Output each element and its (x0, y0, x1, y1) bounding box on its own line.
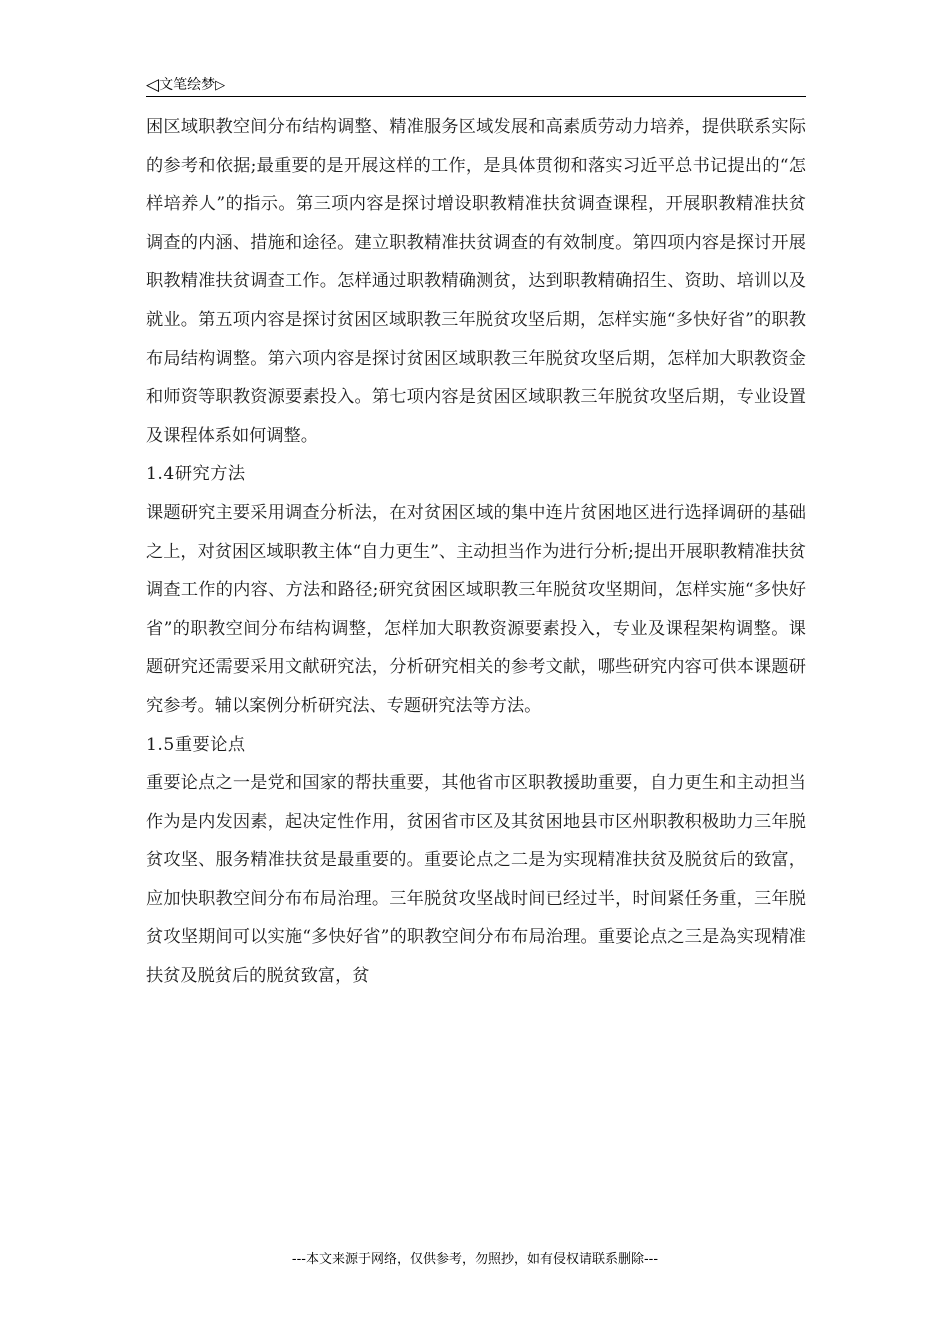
paragraph-research-content: 困区域职教空间分布结构调整、精准服务区域发展和高素质劳动力培养，提供联系实际的参考和依据;最重要的是开展这样的工作，是具体贯彻和落实习近平总书记提出的“怎样培养人”的指示。第三项内容是探讨增设职教精准扶贫调查课程，开展职教精准扶贫调查的内涵、措施和途径。建立职教精准扶贫调查的有效制度。第四项内容是探讨开展职教精准扶贫调查工作。怎样通过职教精确测贫，达到职教精确招生、资助、培训以及就业。第五项内容是探讨贫困区域职教三年脱贫攻坚后期，怎样实施“多快好省”的职教布局结构调整。第六项内容是探讨贫困区域职教三年脱贫攻坚后期，怎样加大职教资金和师资等职教资源要素投入。第七项内容是贫困区域职教三年脱贫攻坚后期，专业设置及课程体系如何调整。 (146, 117, 806, 446)
brand-name: 文笔绘梦 (159, 77, 216, 93)
document-body (146, 108, 806, 996)
right-triangle-icon: ▷ (215, 78, 226, 93)
left-triangle-icon: ◁ (146, 75, 160, 95)
section-heading-research-methods: 1.4研究方法 (146, 464, 246, 485)
page-header (146, 74, 806, 97)
paragraph-research-methods: 课题研究主要采用调查分析法，在对贫困区域的集中连片贫困地区进行选择调研的基础之上，对贫困区域职教主体“自力更生”、主动担当作为进行分析;提出开展职教精准扶贫调查工作的内容、方法和路径;研究贫困区域职教三年脱贫攻坚期间，怎样实施“多快好省”的职教空间分布结构调整，怎样加大职教资源要素投入，专业及课程架构调整。课题研究还需要采用文献研究法，分析研究相关的参考文献，哪些研究内容可供本课题研究参考。辅以案例分析研究法、专题研究法等方法。 (146, 502, 806, 716)
footer-notice: ---本文来源于网络，仅供参考，勿照抄，如有侵权请联系删除--- (291, 1252, 659, 1267)
section-heading-key-arguments: 1.5重要论点 (146, 734, 246, 755)
paragraph-key-arguments: 重要论点之一是党和国家的帮扶重要，其他省市区职教援助重要，自力更生和主动担当作为是内发因素，起决定性作用，贫困省市区及其贫困地县市区州职教积极助力三年脱贫攻坚、服务精准扶贫是最重要的。重要论点之二是为实现精准扶贫及脱贫后的致富，应加快职教空间分布布局治理。三年脱贫攻坚战时间已经过半，时间紧任务重，三年脱贫攻坚期间可以实施“多快好省”的职教空间分布布局治理。重要论点之三是為实现精准扶贫及脱贫后的脱贫致富，贫 (146, 773, 806, 987)
